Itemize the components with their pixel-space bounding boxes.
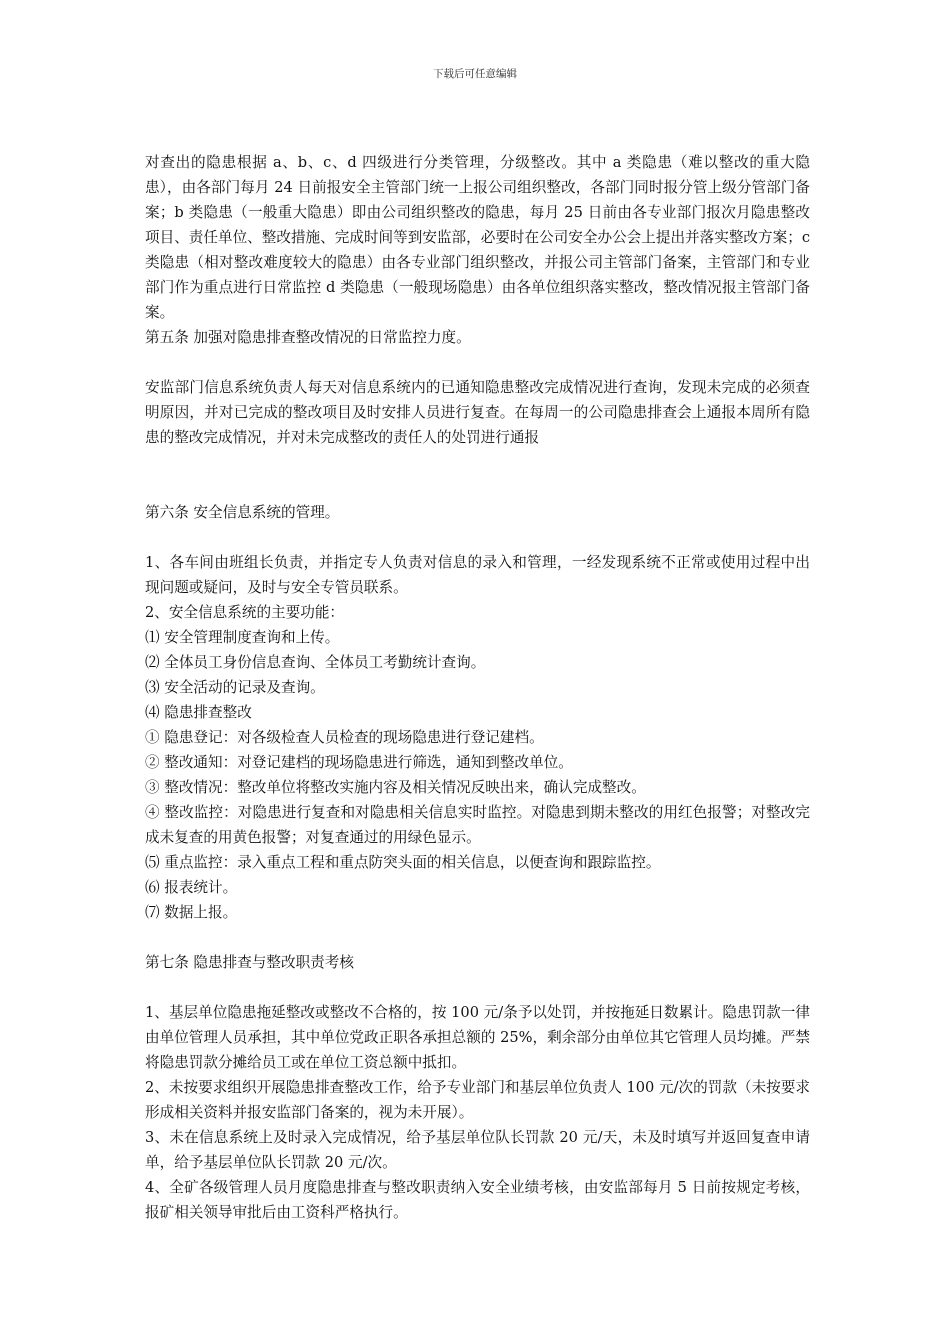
sub-item-2: ② 整改通知：对登记建档的现场隐患进行筛选，通知到整改单位。	[145, 754, 573, 771]
function-item-6: ⑹ 报表统计。	[145, 879, 238, 896]
article-7-item-2: 2、未按要求组织开展隐患排查整改工作，给予专业部门和基层单位负责人 100 元/次的罚款（未按要求形成相关资料并报安监部门备案的，视为未开展）。	[145, 1079, 810, 1121]
paragraph-daily-monitoring: 安监部门信息系统负责人每天对信息系统内的已通知隐患整改完成情况进行查询，发现未完成的必须查明原因，并对已完成的整改项目及时安排人员进行复查。在每周一的公司隐患排查会上通报本周所有隐患的整改完成情况，并对未完成整改的责任人的处罚进行通报	[145, 379, 810, 446]
article-5-heading: 第五条 加强对隐患排查整改情况的日常监控力度。	[145, 329, 471, 346]
sub-item-1: ① 隐患登记：对各级检查人员检查的现场隐患进行登记建档。	[145, 729, 544, 746]
document-body	[145, 150, 810, 1225]
article-6-heading: 第六条 安全信息系统的管理。	[145, 504, 340, 521]
function-item-3: ⑶ 安全活动的记录及查询。	[145, 679, 325, 696]
paragraph-hazard-classification: 对查出的隐患根据 a、b、c、d 四级进行分类管理，分级整改。其中 a 类隐患（难以整改的重大隐患），由各部门每月 24 日前报安全主管部门统一上报公司组织整改，各部门同时报分管上级分管部门备案；b 类隐患（一般重大隐患）即由公司组织整改的隐患，每月 25 日前由各专业部门报次月隐患整改项目、责任单位、整改措施、完成时间等到安监部，必要时在公司安全办公会上提出并落实整改方案；c 类隐患（相对整改难度较大的隐患）由各专业部门组织整改，并报公司主管部门备案，主管部门和专业部门作为重点进行日常监控 d 类隐患（一般现场隐患）由各单位组织落实整改，整改情况报主管部门备案。	[145, 154, 810, 321]
page-header: 下载后可任意编辑	[433, 68, 517, 80]
function-item-2: ⑵ 全体员工身份信息查询、全体员工考勤统计查询。	[145, 654, 486, 671]
function-item-1: ⑴ 安全管理制度查询和上传。	[145, 629, 340, 646]
article-7-heading: 第七条 隐患排查与整改职责考核	[145, 954, 354, 971]
function-item-5: ⑸ 重点监控：录入重点工程和重点防突头面的相关信息，以便查询和跟踪监控。	[145, 854, 661, 871]
sub-item-4: ④ 整改监控：对隐患进行复查和对隐患相关信息实时监控。对隐患到期未整改的用红色报警；对整改完成未复查的用黄色报警；对复查通过的用绿色显示。	[145, 804, 810, 846]
article-6-item-1: 1、各车间由班组长负责，并指定专人负责对信息的录入和管理，一经发现系统不正常或使用过程中出现问题或疑问，及时与安全专管员联系。	[145, 554, 810, 596]
article-6-item-2: 2、安全信息系统的主要功能：	[145, 604, 345, 621]
function-item-4: ⑷ 隐患排查整改	[145, 704, 252, 721]
article-7-item-4: 4、全矿各级管理人员月度隐患排查与整改职责纳入安全业绩考核，由安监部每月 5 日前按规定考核，报矿相关领导审批后由工资科严格执行。	[145, 1179, 810, 1221]
function-item-7: ⑺ 数据上报。	[145, 904, 238, 921]
article-7-item-1: 1、基层单位隐患拖延整改或整改不合格的，按 100 元/条予以处罚，并按拖延日数累计。隐患罚款一律由单位管理人员承担，其中单位党政正职各承担总额的 25%，剩余部分由单位其它管理人员均摊。严禁将隐患罚款分摊给员工或在单位工资总额中抵扣。	[145, 1004, 810, 1071]
sub-item-3: ③ 整改情况：整改单位将整改实施内容及相关情况反映出来，确认完成整改。	[145, 779, 646, 796]
article-7-item-3: 3、未在信息系统上及时录入完成情况，给予基层单位队长罚款 20 元/天，未及时填写并返回复查申请单，给予基层单位队长罚款 20 元/次。	[145, 1129, 810, 1171]
